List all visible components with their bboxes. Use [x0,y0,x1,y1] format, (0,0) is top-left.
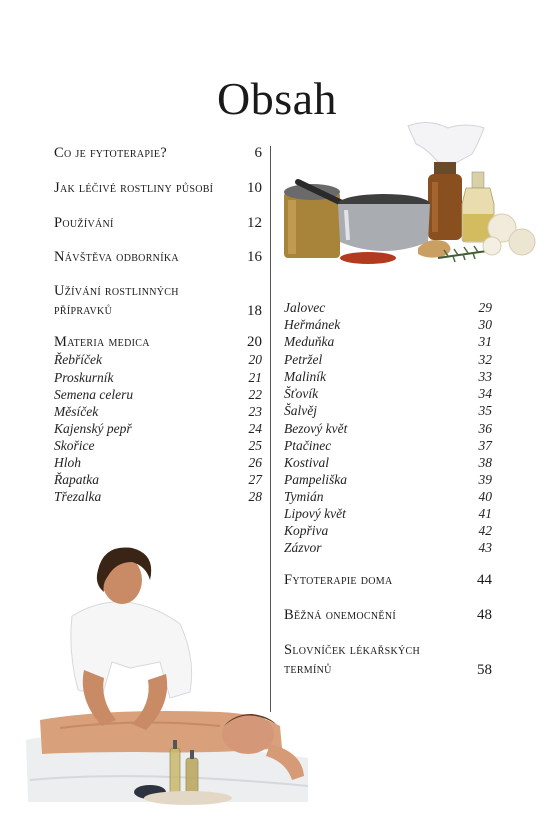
toc-entry-page: 10 [247,180,262,196]
toc-entry[interactable] [54,180,262,197]
herb-entry[interactable] [284,540,492,556]
herb-name: Maliník [284,369,326,384]
herb-entry[interactable] [284,300,492,316]
toc-entry-label: Jak léčivé rostliny působí [54,180,214,196]
toc-entry-label: Fytoterapie doma [284,572,393,588]
herb-name: Řebříček [54,352,102,367]
herb-name: Meduňka [284,334,335,349]
toc-entry[interactable] [284,607,492,624]
herb-name: Heřmánek [284,317,341,332]
herb-name: Bezový květ [284,421,348,436]
herb-entry[interactable] [54,455,262,471]
herb-name: Tymián [284,489,324,504]
toc-entry-page: 20 [247,334,262,350]
herb-page: 33 [478,369,492,384]
toc-entry-label: Co je fytoterapie? [54,145,168,161]
toc-entry-page: 44 [477,572,492,588]
herb-name: Kopřiva [284,523,329,538]
herb-name: Jalovec [284,300,326,315]
herb-page: 23 [248,404,262,419]
herb-entry[interactable] [284,369,492,385]
toc-entry-label: Materia medica [54,334,150,350]
herb-entry[interactable] [54,489,262,505]
toc-entry-label-line2: přípravků [54,302,113,318]
herb-page: 36 [478,421,492,436]
herb-name: Šalvěj [284,403,317,418]
herb-entry[interactable] [54,404,262,420]
herb-entry[interactable] [284,386,492,402]
herb-entry[interactable] [284,472,492,488]
herb-entry[interactable] [54,421,262,437]
herb-page: 29 [478,300,492,315]
herb-entry[interactable] [54,370,262,386]
herb-name: Skořice [54,438,95,453]
herb-page: 40 [478,489,492,504]
toc-entry[interactable] [54,145,262,162]
herb-page: 26 [248,455,262,470]
toc-entry-materia-medica[interactable] [54,334,262,351]
herb-page: 37 [478,438,492,453]
herb-name: Pampeliška [284,472,347,487]
toc-entry-page: 48 [477,607,492,623]
herb-entry[interactable] [284,523,492,539]
toc-entry-page: 18 [247,303,262,319]
herb-name: Proskurník [54,370,114,385]
herb-page: 43 [478,540,492,555]
herb-page: 20 [248,352,262,367]
toc-entry-label: Návštěva odborníka [54,249,179,265]
toc-entry[interactable] [54,282,262,320]
toc-entry-label [54,282,179,320]
herb-entry[interactable] [284,334,492,350]
herbal-still-life-image [278,118,540,270]
toc-entry-page: 16 [247,249,262,265]
herb-name: Měsíček [54,404,99,419]
herb-name: Ptačinec [284,438,332,453]
herb-page: 30 [478,317,492,332]
herb-entry[interactable] [284,506,492,522]
herb-page: 27 [248,472,262,487]
herb-name: Zázvor [284,540,322,555]
page-title: Obsah [216,73,338,124]
toc-entry-label: Běžná onemocnění [284,607,396,623]
herb-page: 39 [478,472,492,487]
herb-page: 24 [248,421,262,436]
herb-name: Semena celeru [54,387,134,402]
toc-entry-label: Používání [54,215,114,231]
herb-entry[interactable] [284,421,492,437]
herb-page: 28 [248,489,262,504]
herb-entry[interactable] [54,472,262,488]
toc-entry[interactable] [284,641,492,679]
herb-page: 34 [478,386,492,401]
herb-page: 25 [248,438,262,453]
toc-entry-label-line2: termínů [284,661,332,677]
herb-entry[interactable] [54,438,262,454]
toc-entry-label-line1: Užívání rostlinných [54,283,179,299]
herb-entry[interactable] [284,403,492,419]
toc-entry-page: 12 [247,215,262,231]
herb-page: 21 [248,370,262,385]
massage-photo-image [20,540,312,812]
herb-page: 41 [478,506,492,521]
herb-name: Šťovík [284,386,319,401]
herb-entry[interactable] [54,387,262,403]
herb-name: Kajenský pepř [54,421,132,436]
toc-entry-label-line1: Slovníček lékařských [284,642,421,658]
herb-entry[interactable] [284,455,492,471]
herb-entry[interactable] [54,352,262,368]
toc-entry-page: 6 [254,145,262,161]
herb-entry[interactable] [284,352,492,368]
herb-page: 38 [478,455,492,470]
herb-name: Řapatka [54,472,99,487]
herb-page: 42 [478,523,492,538]
herb-page: 31 [478,334,492,349]
herb-entry[interactable] [284,317,492,333]
herb-entry[interactable] [284,489,492,505]
herb-page: 32 [478,352,492,367]
herb-name: Petržel [284,352,323,367]
toc-entry[interactable] [284,572,492,589]
herb-page: 22 [248,387,262,402]
herb-entry[interactable] [284,438,492,454]
toc-entry-page: 58 [477,662,492,678]
herb-name: Třezalka [54,489,102,504]
herb-page: 35 [478,403,492,418]
toc-entry[interactable] [54,215,262,232]
herb-name: Hloh [54,455,81,470]
herb-name: Lipový květ [284,506,346,521]
toc-entry[interactable] [54,249,262,266]
herb-name: Kostival [284,455,330,470]
